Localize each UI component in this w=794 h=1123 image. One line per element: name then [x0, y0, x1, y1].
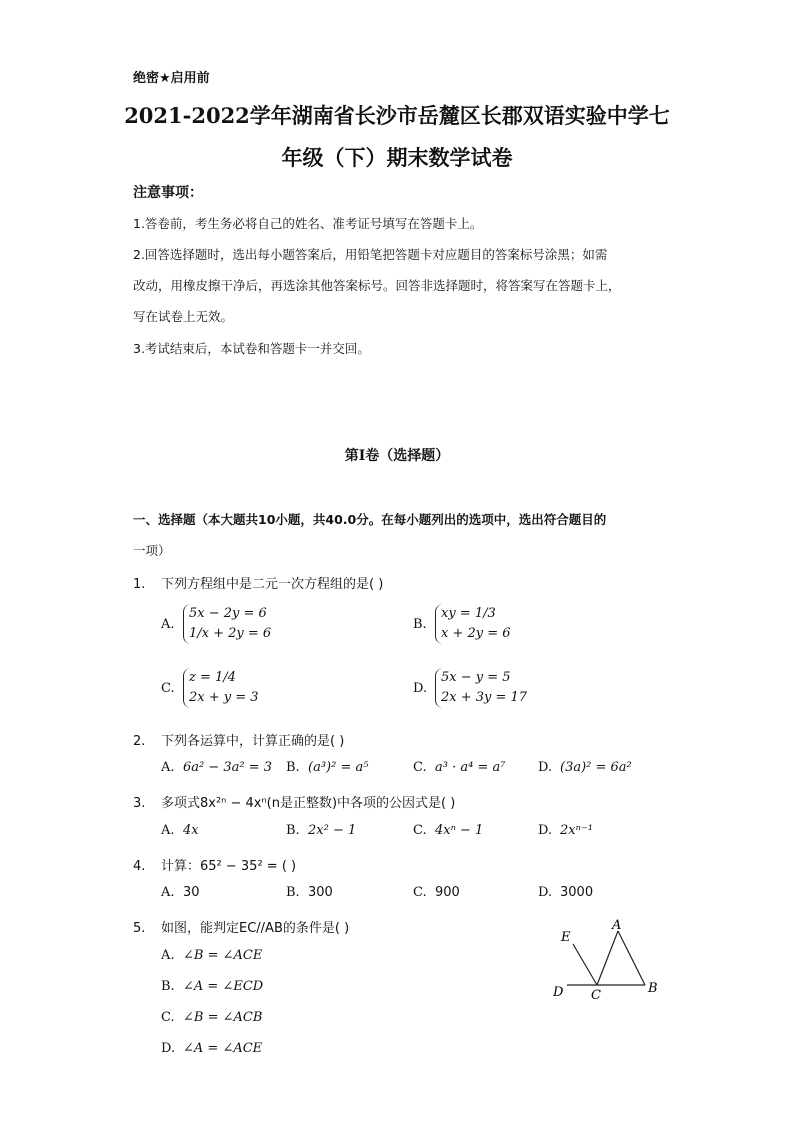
q3-option-d: D. 2xⁿ⁻¹: [538, 823, 593, 838]
question-4: 4. 计算：65² − 35² = ( ): [133, 859, 297, 874]
q3-option-c: C. 4xⁿ − 1: [413, 823, 484, 838]
note-line: 改动，用橡皮擦干净后，再选涂其他答案标号。回答非选择题时，将答案写在答题卡上，: [133, 278, 621, 293]
segment-ab: [618, 931, 645, 985]
segment-ce: [573, 944, 597, 985]
question-5: 5. 如图，能判定EC//AB的条件是( ): [133, 921, 350, 936]
segment-ca: [597, 931, 618, 985]
question-1: 1. 下列方程组中是二元一次方程组的是( ): [133, 577, 384, 592]
q3-option-a: A. 4x: [161, 823, 199, 838]
notes-heading: 注意事项：: [133, 185, 203, 201]
question-2: 2. 下列各运算中，计算正确的是( ): [133, 734, 345, 749]
q1-option-c: C.z = 1/4 2x + y = 3: [161, 668, 259, 708]
part-instruction: 一、选择题（本大题共10小题，共40.0分。在每小题列出的选项中，选出符合题目的: [133, 512, 607, 527]
note-line: 3.考试结束后，本试卷和答题卡一并交回。: [133, 341, 370, 356]
note-line: 2.回答选择题时，选出每小题答案后，用铅笔把答题卡对应题目的答案标号涂黑；如需: [133, 247, 608, 262]
q5-option-d: D. ∠A = ∠ACE: [161, 1041, 263, 1056]
q1-option-d: D.5x − y = 5 2x + 3y = 17: [413, 668, 527, 708]
note-line: 1.答卷前，考生务必将自己的姓名、准考证号填写在答题卡上。: [133, 216, 483, 231]
label-e: E: [561, 930, 571, 945]
q3-option-b: B. 2x² − 1: [286, 823, 357, 838]
q1-option-a: A.5x − 2y = 6 1/x + 2y = 6: [161, 604, 271, 644]
secret-mark: 绝密★启用前: [133, 71, 210, 86]
label-a: A: [612, 918, 622, 933]
q5-option-b: B. ∠A = ∠ECD: [161, 979, 264, 994]
label-d: D: [553, 985, 564, 1000]
q1-option-b: B.xy = 1/3 x + 2y = 6: [413, 604, 511, 644]
q4-option-c: C. 900: [413, 885, 460, 900]
question-3: 3. 多项式8x²ⁿ − 4xⁿ(n是正整数)中各项的公因式是( ): [133, 796, 456, 811]
q4-option-a: A. 30: [161, 885, 200, 900]
label-b: B: [648, 981, 658, 996]
q2-option-a: A. 6a² − 3a² = 3: [161, 760, 273, 775]
note-line: 写在试卷上无效。: [133, 309, 234, 324]
part-instruction-cont: 一项）: [133, 543, 171, 558]
label-c: C: [591, 988, 601, 1003]
q5-option-c: C. ∠B = ∠ACB: [161, 1010, 263, 1025]
q4-option-d: D. 3000: [538, 885, 594, 900]
q2-option-c: C. a³ · a⁴ = a⁷: [413, 760, 506, 775]
exam-title-line1: 2021-2022学年湖南省长沙市岳麓区长郡双语实验中学七: [124, 103, 670, 128]
exam-title-line2: 年级（下）期末数学试卷: [281, 145, 513, 170]
geometry-figure: [545, 915, 670, 1005]
q5-option-a: A. ∠B = ∠ACE: [161, 948, 263, 963]
q2-option-d: D. (3a)² = 6a²: [538, 760, 632, 775]
q2-option-b: B. (a³)² = a⁵: [286, 760, 369, 775]
q4-option-b: B. 300: [286, 885, 333, 900]
section-title: 第Ⅰ卷（选择题）: [344, 448, 450, 464]
